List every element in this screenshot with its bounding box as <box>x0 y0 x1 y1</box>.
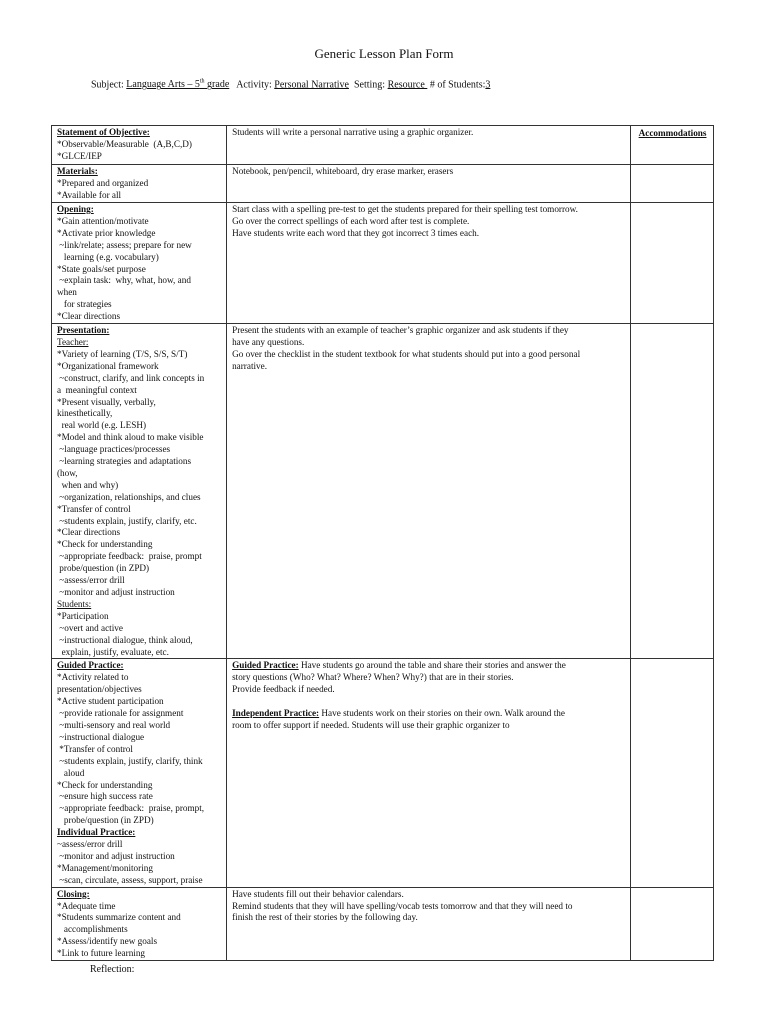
opening-content-cell <box>227 203 631 324</box>
spacer <box>232 696 626 708</box>
subject-line <box>91 79 490 90</box>
opening-label-cell <box>52 203 227 324</box>
text-line: ~provide rationale for assignment <box>57 708 184 719</box>
text-line: explain, justify, evaluate, etc. <box>57 646 169 657</box>
independent-practice-first-line: Have students work on their stories on their own. Walk around the <box>319 708 565 719</box>
text-line: ~ensure high success rate <box>57 791 153 802</box>
accommodations-header: Accommodations <box>638 128 707 138</box>
text-line: *Organizational framework <box>57 360 159 371</box>
individual-heading: Individual Practice: <box>57 827 136 838</box>
opening-heading: Opening: <box>57 204 94 214</box>
text-line: Notebook, pen/pencil, whiteboard, dry erase marker, erasers <box>232 166 454 176</box>
activity-value: Personal Narrative <box>274 79 349 91</box>
closing-heading: Closing: <box>57 888 90 899</box>
text-line: ~assess/error drill <box>57 839 123 850</box>
accommodations-cell <box>631 126 714 165</box>
text-line: have any questions. <box>232 336 305 347</box>
subject-value-end: grade <box>204 79 230 91</box>
guided-content-first <box>232 660 626 672</box>
independent-content-first <box>232 708 626 720</box>
objective-label-cell <box>52 126 227 165</box>
students-criteria <box>57 611 222 659</box>
closing-label-cell <box>52 887 227 960</box>
text-line: ~monitor and adjust instruction <box>57 850 175 861</box>
individual-criteria <box>57 839 222 887</box>
text-line: ~explain task: why, what, how, and <box>57 275 191 286</box>
text-line: narrative. <box>232 360 268 371</box>
text-line: *Activate prior knowledge <box>57 227 156 238</box>
text-line: ~assess/error drill <box>57 575 125 586</box>
text-line: learning (e.g. vocabulary) <box>57 251 159 262</box>
text-line: ~instructional dialogue <box>57 731 145 742</box>
text-line: accomplishments <box>57 924 128 935</box>
text-line: kinesthetically, <box>57 408 113 419</box>
closing-accommodations-cell <box>631 887 714 960</box>
guided-accommodations-cell <box>631 659 714 887</box>
guided-row <box>52 659 714 887</box>
subject-superscript: th <box>199 79 205 85</box>
text-line: ~multi-sensory and real world <box>57 719 171 730</box>
text-line: Students will write a personal narrative using a graphic organizer. <box>232 127 474 137</box>
subject-value <box>126 79 229 90</box>
text-line: *Transfer of control <box>57 743 133 754</box>
text-line: *Clear directions <box>57 311 121 322</box>
lesson-plan-table <box>51 125 714 961</box>
text-line: *Check for understanding <box>57 539 153 550</box>
objective-content-cell <box>227 126 631 165</box>
text-line: (how, <box>57 467 78 478</box>
text-line: *Participation <box>57 610 109 621</box>
text-line: *Transfer of control <box>57 503 131 514</box>
objective-content <box>232 127 626 139</box>
text-line: *Active student participation <box>57 696 164 707</box>
text-line: ~appropriate feedback: praise, prompt <box>57 551 202 562</box>
text-line: probe/question (in ZPD) <box>57 563 150 574</box>
text-line: ~appropriate feedback: praise, prompt, <box>57 803 205 814</box>
guided-practice-label: Guided Practice: <box>232 660 299 671</box>
opening-row <box>52 203 714 324</box>
text-line: *GLCE/IEP <box>57 150 102 161</box>
text-line: Remind students that they will have spelling/vocab tests tomorrow and that they will need to <box>232 900 573 911</box>
opening-criteria <box>57 216 222 323</box>
presentation-content-cell <box>227 324 631 659</box>
text-line: ~students explain, justify, clarify, etc. <box>57 515 197 526</box>
students-section-label: Students: <box>57 598 92 609</box>
materials-heading: Materials: <box>57 166 98 176</box>
materials-row <box>52 165 714 203</box>
opening-accommodations-cell <box>631 203 714 324</box>
subject-value-text: Language Arts – 5 <box>126 79 200 91</box>
closing-content <box>232 889 626 925</box>
presentation-heading: Presentation: <box>57 325 110 336</box>
text-line: *Activity related to <box>57 672 129 683</box>
text-line: real world (e.g. LESH) <box>57 420 147 431</box>
text-line: ~link/relate; assess; prepare for new <box>57 239 192 250</box>
text-line: Present the students with an example of teacher’s graphic organizer and ask students if they <box>232 325 569 336</box>
guided-criteria <box>57 672 222 827</box>
teacher-label: Teacher: <box>57 336 89 347</box>
text-line: when and why) <box>57 479 119 490</box>
text-line: *Variety of learning (T/S, S/S, S/T) <box>57 348 188 359</box>
independent-practice-line-2: room to offer support if needed. Students will use their graphic organizer to <box>232 719 510 730</box>
activity-label: Activity: <box>229 79 275 91</box>
materials-label-cell <box>52 165 227 203</box>
guided-practice-first-line: Have students go around the table and share their stories and answer the <box>298 660 566 671</box>
text-line: finish the rest of their stories by the following day. <box>232 912 418 923</box>
text-line: *Check for understanding <box>57 779 153 790</box>
text-line: presentation/objectives <box>57 684 142 695</box>
materials-accommodations-cell <box>631 165 714 203</box>
materials-criteria <box>57 178 222 202</box>
text-line: ~construct, clarify, and link concepts in <box>57 372 205 383</box>
opening-content <box>232 204 626 240</box>
text-line: *Present visually, verbally, <box>57 396 156 407</box>
text-line: Start class with a spelling pre-test to get the students prepared for their spelling test tomorrow. <box>232 204 578 214</box>
setting-label: Setting: <box>348 79 388 91</box>
text-line: *State goals/set purpose <box>57 263 146 274</box>
text-line: for strategies <box>57 299 112 310</box>
guided-heading: Guided Practice: <box>57 660 124 671</box>
page-title: Generic Lesson Plan Form <box>314 46 454 61</box>
guided-practice-line-2: story questions (Who? What? Where? When? Why?) that are in their stories. <box>232 672 514 683</box>
presentation-content <box>232 325 626 373</box>
text-line: *Adequate time <box>57 900 116 911</box>
closing-row <box>52 887 714 960</box>
text-line: ~scan, circulate, assess, support, praise <box>57 874 203 885</box>
guided-content-cell <box>227 659 631 887</box>
text-line: *Students summarize content and <box>57 912 181 923</box>
objective-heading: Statement of Objective: <box>57 127 150 137</box>
text-line: *Assess/identify new goals <box>57 936 158 947</box>
text-line: Have students fill out their behavior calendars. <box>232 888 404 899</box>
independent-practice-label: Independent Practice: <box>232 708 320 719</box>
presentation-accommodations-cell <box>631 324 714 659</box>
objective-row <box>52 126 714 165</box>
text-line: *Available for all <box>57 189 122 200</box>
text-line: when <box>57 287 77 298</box>
text-line: ~students explain, justify, clarify, think <box>57 755 203 766</box>
text-line: ~language practices/processes <box>57 444 171 455</box>
text-line: *Link to future learning <box>57 948 146 959</box>
text-line: probe/question (in ZPD) <box>57 815 154 826</box>
text-line: *Model and think aloud to make visible <box>57 432 204 443</box>
students-value: 3 <box>485 79 491 91</box>
objective-criteria <box>57 139 222 163</box>
subject-label: Subject: <box>91 79 127 91</box>
students-label: # of Students: <box>427 79 486 91</box>
text-line: *Gain attention/motivate <box>57 215 149 226</box>
text-line: ~overt and active <box>57 622 123 633</box>
text-line: *Prepared and organized <box>57 177 149 188</box>
reflection-label: Reflection: <box>90 964 135 975</box>
setting-value: Resource <box>387 79 428 91</box>
materials-content-cell <box>227 165 631 203</box>
text-line: ~organization, relationships, and clues <box>57 491 201 502</box>
presentation-row <box>52 324 714 659</box>
text-line: ~instructional dialogue, think aloud, <box>57 634 193 645</box>
closing-criteria <box>57 901 222 961</box>
materials-content <box>232 166 626 178</box>
text-line: Go over the correct spellings of each word after test is complete. <box>232 215 470 226</box>
guided-practice-line-3: Provide feedback if needed. <box>232 684 335 695</box>
text-line: ~learning strategies and adaptations <box>57 456 192 467</box>
text-line: ~monitor and adjust instruction <box>57 587 175 597</box>
text-line: Have students write each word that they got incorrect 3 times each. <box>232 227 480 238</box>
teacher-criteria <box>57 349 222 599</box>
text-line: *Observable/Measurable (A,B,C,D) <box>57 138 192 149</box>
presentation-label-cell <box>52 324 227 659</box>
text-line: a meaningful context <box>57 384 137 395</box>
text-line: aloud <box>57 767 85 778</box>
text-line: *Management/monitoring <box>57 862 153 873</box>
text-line: *Clear directions <box>57 527 121 538</box>
closing-content-cell <box>227 887 631 960</box>
text-line: Go over the checklist in the student textbook for what students should put into a good personal <box>232 348 581 359</box>
guided-label-cell <box>52 659 227 887</box>
